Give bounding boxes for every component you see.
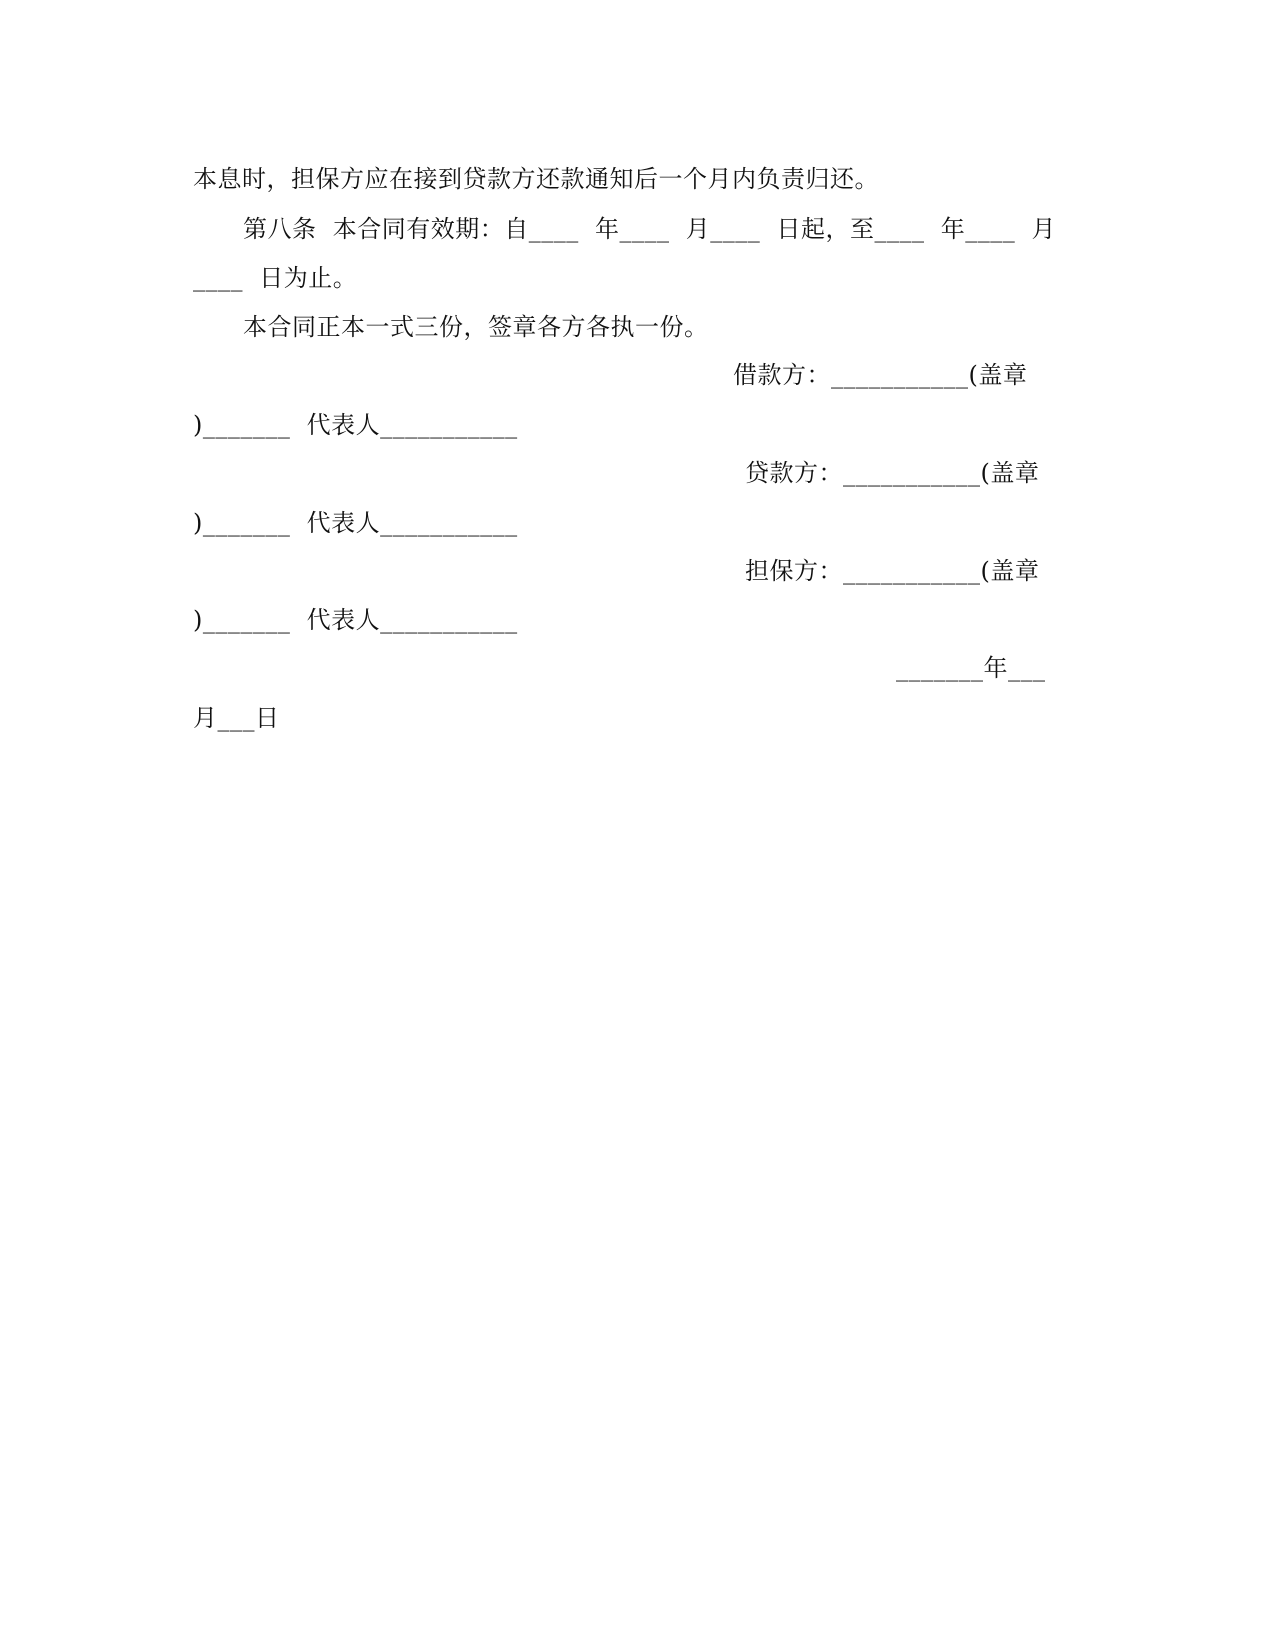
lender-representative-line: )_______ 代表人___________ <box>193 509 518 537</box>
paragraph-repayment-continuation: 本息时，担保方应在接到贷款方还款通知后一个月内负责归还。 <box>193 165 879 193</box>
date-year-line: _______年___ <box>896 654 1046 682</box>
borrower-representative-line: )_______ 代表人___________ <box>193 411 518 439</box>
guarantor-signature-line: 担保方：___________(盖章 <box>745 557 1040 585</box>
date-month-day-line: 月___日 <box>193 704 280 732</box>
guarantor-representative-line: )_______ 代表人___________ <box>193 606 518 634</box>
copies-clause: 本合同正本一式三份，签章各方各执一份。 <box>243 313 709 341</box>
article-8-validity-end: ____ 日为止。 <box>193 264 358 292</box>
lender-signature-line: 贷款方：___________(盖章 <box>745 459 1040 487</box>
borrower-signature-line: 借款方：___________(盖章 <box>733 361 1028 389</box>
article-8-validity-period: 第八条 本合同有效期：自____ 年____ 月____ 日起，至____ 年____ 月 <box>243 215 1057 243</box>
